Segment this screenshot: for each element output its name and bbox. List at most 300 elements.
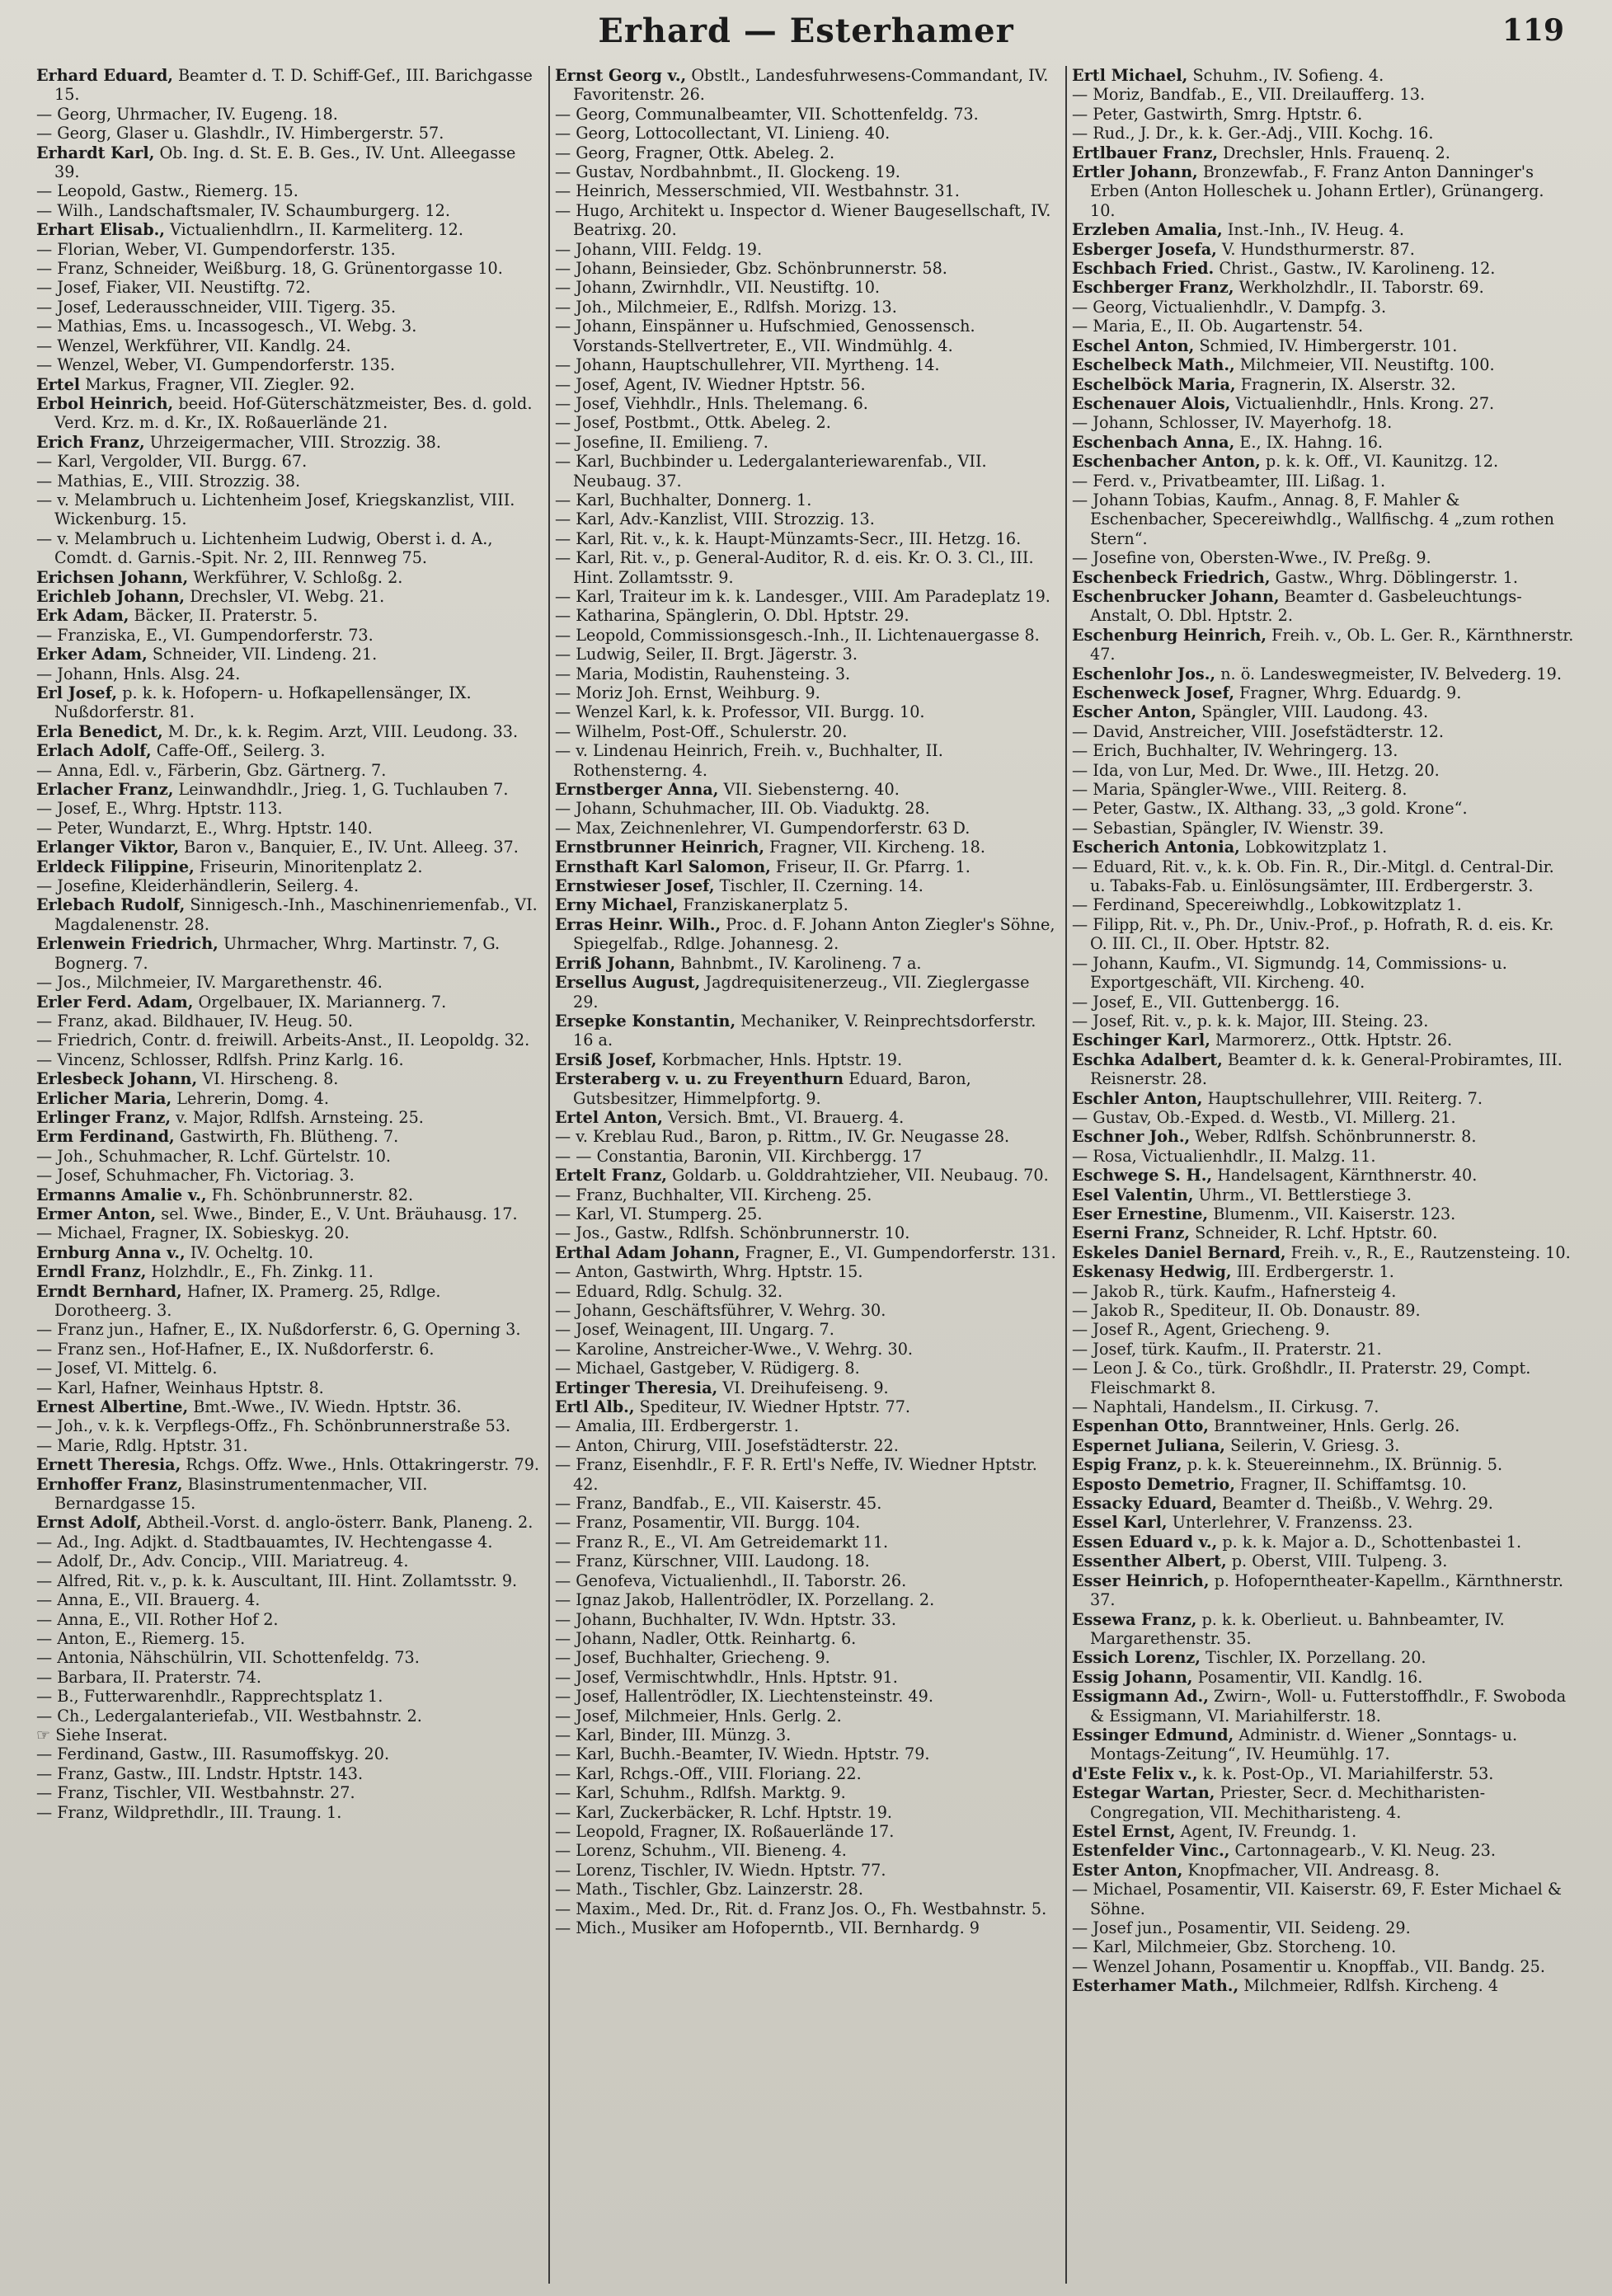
entry-details: — Florian, Weber, VI. Gumpendorferstr. 135. [36, 239, 396, 259]
entry-surname: Eschelböck Maria, [1072, 374, 1236, 394]
directory-entry [1072, 1397, 1574, 1416]
directory-entry [555, 1590, 1057, 1609]
entry-details: VI. Dreihufeiseng. 9. [717, 1378, 889, 1397]
directory-entry [36, 1687, 540, 1706]
directory-entry [36, 857, 540, 876]
entry-details: — Johann, Buchhalter, IV. Wdn. Hptstr. 33. [555, 1609, 896, 1629]
entry-details: — Wenzel Johann, Posamentir u. Knopffab., VII. Bandg. 25. [1072, 1956, 1545, 1976]
entry-details: Knopfmacher, VII. Andreasg. 8. [1182, 1860, 1440, 1880]
directory-entry [555, 105, 1057, 124]
entry-surname: Ertelt Franz, [555, 1166, 667, 1186]
entry-details: — Ignaz Jakob, Hallentrödler, IX. Porzellang. 2. [555, 1590, 935, 1610]
entry-details: — Anna, Edl. v., Färberin, Gbz. Gärtnerg. 7. [36, 760, 387, 780]
entry-surname: Ernstberger Anna, [555, 780, 719, 800]
directory-entry [555, 1822, 1057, 1841]
entry-surname: Essel Karl, [1072, 1513, 1168, 1533]
entry-surname: Eschenlohr Jos., [1072, 664, 1216, 683]
entry-details: Spediteur, IV. Wiedner Hptstr. 77. [634, 1397, 910, 1417]
entry-details: Lehrerin, Domg. 4. [172, 1088, 329, 1108]
entry-details: — Michael, Posamentir, VII. Kaiserstr. 69, F. Ester Michael & Söhne. [1072, 1880, 1562, 1918]
page-number: 119 [1502, 13, 1564, 48]
directory-entry [1072, 915, 1574, 954]
entry-details: — Johann, Schuhmacher, III. Ob. Viaduktg. 28. [555, 799, 930, 819]
entry-surname: Eschenauer Alois, [1072, 393, 1231, 413]
directory-entry [36, 1204, 540, 1223]
entry-surname: Eschenbach Anna, [1072, 432, 1235, 452]
entry-surname: Ertlbauer Franz, [1072, 143, 1219, 162]
entry-details: — Barbara, II. Praterstr. 74. [36, 1667, 261, 1687]
entry-details: — Naphtali, Handelsm., II. Cirkusg. 7. [1072, 1397, 1379, 1417]
entry-surname: Essigmann Ad., [1072, 1687, 1209, 1707]
directory-entry [1072, 761, 1574, 780]
entry-details: — Eduard, Rdlg. Schulg. 32. [555, 1281, 783, 1301]
directory-entry [555, 1186, 1057, 1204]
entry-surname: Ermanns Amalie v., [36, 1185, 207, 1204]
entry-details: — Eduard, Rit. v., k. k. Ob. Fin. R., Dir.-Mitgl. d. Central-Dir. u. Tabaks-Fab. u. Einlösungsämter, III. Erdbergerstr. 3. [1072, 857, 1554, 896]
directory-entry [36, 838, 540, 857]
directory-entry [1072, 1108, 1574, 1127]
directory-entry [36, 683, 540, 722]
entry-details: — Maxim., Med. Dr., Rit. d. Franz Jos. O., Fh. Westbahnstr. 5. [555, 1899, 1047, 1918]
entry-details: Milchmeier, VII. Neustiftg. 100. [1234, 355, 1495, 375]
entry-surname: Ernhoffer Franz, [36, 1474, 183, 1494]
entry-details: Posamentir, VII. Kandlg. 16. [1192, 1667, 1423, 1687]
directory-entry [36, 317, 540, 336]
directory-entry [555, 1397, 1057, 1416]
directory-entry [36, 124, 540, 143]
directory-entry [36, 1340, 540, 1359]
directory-entry [36, 1147, 540, 1166]
directory-entry [1072, 780, 1574, 799]
entry-details: Inst.-Inh., IV. Heug. 4. [1222, 220, 1404, 240]
entry-details: — Josef, Weinagent, III. Ungarg. 7. [555, 1320, 834, 1340]
directory-entry [555, 780, 1057, 799]
entry-details: Caffe-Off., Seilerg. 3. [151, 741, 326, 761]
directory-entry [1072, 568, 1574, 587]
directory-entry [555, 259, 1057, 278]
entry-details: Lobkowitzplatz 1. [1239, 838, 1388, 857]
entry-surname: d'Este Felix v., [1072, 1763, 1198, 1783]
directory-entry [555, 1764, 1057, 1783]
directory-entry [36, 761, 540, 780]
directory-entry [1072, 1416, 1574, 1435]
directory-entry [1072, 1687, 1574, 1726]
directory-entry [555, 201, 1057, 240]
entry-details: — Josef, Agent, IV. Wiedner Hptstr. 56. [555, 374, 866, 394]
directory-entry [555, 278, 1057, 297]
directory-entry [555, 1301, 1057, 1320]
entry-surname: Esel Valentin, [1072, 1185, 1194, 1204]
directory-entry [36, 1108, 540, 1127]
entry-details: — Karoline, Anstreicher-Wwe., V. Wehrg. 30. [555, 1339, 914, 1359]
directory-entry [1072, 1513, 1574, 1532]
entry-details: Bäcker, II. Praterstr. 5. [129, 606, 318, 626]
directory-entry [1072, 162, 1574, 220]
directory-entry [36, 1069, 540, 1088]
entry-details: — Josef, Buchhalter, Griecheng. 9. [555, 1648, 830, 1668]
directory-entry [1072, 413, 1574, 432]
directory-entry [1072, 1610, 1574, 1649]
directory-entry [1072, 587, 1574, 626]
entry-details: Sinnigesch.-Inh., Maschinenriemenfab., VI. Magdalenenstr. 28. [54, 895, 538, 934]
directory-entry [1072, 1012, 1574, 1031]
entry-details: Victualienhdlr., Hnls. Krong. 27. [1230, 393, 1495, 413]
entry-surname: Ernsthaft Karl Salomon, [555, 857, 771, 876]
entry-details: — Karl, Binder, III. Münzg. 3. [555, 1725, 792, 1744]
directory-entry [555, 664, 1057, 683]
entry-details: — v. Melambruch u. Lichtenheim Josef, Kriegskanzlist, VIII. Wickenburg. 15. [36, 490, 515, 529]
entry-details: — Maria, Modistin, Rauhensteing. 3. [555, 664, 851, 683]
directory-entry [36, 1571, 540, 1590]
directory-entry [555, 587, 1057, 606]
entry-details: Orgelbauer, IX. Mariannerg. 7. [193, 992, 447, 1012]
directory-entry [36, 819, 540, 838]
directory-entry [555, 1610, 1057, 1629]
entry-details: Hafner, IX. Pramerg. 25, Rdlge. Dorotheerg. 3. [54, 1281, 441, 1320]
column-left [31, 66, 548, 2284]
directory-entry [36, 336, 540, 355]
directory-entry [36, 1803, 540, 1822]
page-header [0, 0, 1612, 64]
entry-details: Proc. d. F. Johann Anton Ziegler's Söhne, Spiegelfab., Rdlge. Johannesg. 2. [573, 914, 1055, 954]
directory-entry [555, 1320, 1057, 1339]
entry-details: — Ferdinand, Specereiwhdlg., Lobkowitzplatz 1. [1072, 895, 1462, 915]
directory-entry [36, 433, 540, 452]
directory-entry [555, 1243, 1057, 1262]
entry-details: — Josef R., Agent, Griecheng. 9. [1072, 1320, 1331, 1340]
directory-entry [555, 317, 1057, 355]
directory-entry [36, 1031, 540, 1049]
directory-entry [1072, 1436, 1574, 1455]
directory-entry [1072, 1301, 1574, 1320]
entry-details: Mechaniker, V. Reinprechtsdorferstr. 16 a. [573, 1011, 1036, 1050]
directory-entry [1072, 259, 1574, 278]
entry-surname: Eserni Franz, [1072, 1223, 1191, 1243]
entry-surname: Eschenbeck Friedrich, [1072, 567, 1271, 587]
directory-entry [36, 1668, 540, 1687]
directory-entry [1072, 220, 1574, 239]
entry-details: Friseur, II. Gr. Pfarrg. 1. [770, 857, 970, 876]
entry-details: — Moriz, Bandfab., E., VII. Dreilaufferg. 13. [1072, 85, 1426, 105]
entry-surname: Ernstwieser Josef, [555, 876, 715, 896]
directory-entry [1072, 1262, 1574, 1281]
entry-surname: Ernst Adolf, [36, 1513, 142, 1533]
entry-details: Jagdrequisitenerzeug., VII. Zieglergasse 29. [573, 973, 1030, 1012]
entry-details: — Johann Tobias, Kaufm., Annag. 8, F. Mahler & Eschenbacher, Specereiwhdlg., Wallfischg. 4 „zum rothen Stern“. [1072, 490, 1554, 548]
entry-surname: Erras Heinr. Wilh., [555, 914, 721, 934]
entry-details: — Rud., J. Dr., k. k. Ger.-Adj., VIII. Kochg. 16. [1072, 124, 1434, 143]
directory-entry [1072, 1166, 1574, 1185]
directory-entry [555, 1918, 1057, 1937]
entry-details: Freih. v., R., E., Rautzensteing. 10. [1285, 1242, 1571, 1262]
directory-entry [1072, 278, 1574, 297]
entry-surname: Ertl Alb., [555, 1397, 635, 1417]
entry-details: Fragner, VII. Kircheng. 18. [764, 838, 985, 857]
entry-details: — Ferd. v., Privatbeamter, III. Lißag. 1. [1072, 471, 1386, 491]
directory-entry [555, 895, 1057, 914]
entry-surname: Erlach Adolf, [36, 741, 152, 761]
entry-details: Ob. Ing. d. St. E. B. Ges., IV. Unt. Alleegasse 39. [54, 143, 516, 182]
entry-details: — Genofeva, Victualienhdl., II. Taborstr. 26. [555, 1571, 907, 1590]
directory-entry [36, 1744, 540, 1763]
entry-details: beeid. Hof-Güterschätzmeister, Bes. d. gold. Verd. Krz. m. d. Kr., IX. Roßauerlände 21. [54, 393, 533, 433]
directory-entry [555, 1744, 1057, 1763]
column-right [1065, 66, 1582, 2284]
entry-details: — Georg, Fragner, Ottk. Abeleg. 2. [555, 143, 835, 162]
entry-details: Blasinstrumentenmacher, VII. Bernardgasse 15. [54, 1474, 428, 1514]
entry-details: — Ad., Ing. Adjkt. d. Stadtbauamtes, IV. Hechtengasse 4. [36, 1532, 493, 1552]
directory-entry [1072, 548, 1574, 567]
entry-details: Fragner, II. Schiffamtsg. 10. [1234, 1474, 1467, 1494]
entry-details: — — Constantia, Baronin, VII. Kirchbergg. 17 [555, 1146, 923, 1166]
directory-entry [1072, 741, 1574, 760]
entry-details: — Karl, Rit. v., p. General-Auditor, R. d. eis. Kr. O. 3. Cl., III. Hint. Zollamtsstr. 9. [555, 548, 1034, 587]
entry-surname: Essacky Eduard, [1072, 1494, 1218, 1514]
directory-entry [36, 1533, 540, 1552]
directory-entry [1072, 1726, 1574, 1764]
entry-surname: Ertinger Theresia, [555, 1378, 718, 1397]
directory-entry [1072, 799, 1574, 818]
entry-surname: Erlenwein Friedrich, [36, 934, 219, 954]
entry-surname: Eschinger Karl, [1072, 1031, 1210, 1050]
entry-surname: Essinger Edmund, [1072, 1725, 1234, 1744]
directory-entry [1072, 1861, 1574, 1880]
entry-details: Goldarb. u. Golddrahtzieher, VII. Neubaug. 70. [667, 1166, 1049, 1186]
directory-entry [36, 1166, 540, 1185]
directory-entry [555, 452, 1057, 491]
entry-details: Marmorerz., Ottk. Hptstr. 26. [1210, 1031, 1453, 1050]
entry-details: — Joh., Milchmeier, E., Rdlfsh. Morizg. 13. [555, 297, 897, 317]
directory-entry [555, 741, 1057, 780]
entry-details: VII. Siebensterng. 40. [718, 780, 900, 800]
directory-entry [1072, 1475, 1574, 1494]
directory-entry [1072, 66, 1574, 85]
directory-entry [1072, 1282, 1574, 1301]
directory-entry [36, 1610, 540, 1629]
directory-entry [1072, 954, 1574, 993]
directory-entry [36, 1590, 540, 1609]
running-head: Erhard — Esterhamer [598, 12, 1014, 50]
directory-entry [36, 1050, 540, 1069]
entry-details: Handelsagent, Kärnthnerstr. 40. [1212, 1166, 1478, 1186]
entry-surname: Eschberger Franz, [1072, 278, 1234, 298]
entry-details: — Josef, Rit. v., p. k. k. Major, III. Steing. 23. [1072, 1011, 1429, 1031]
entry-details: — Josef, E., Whrg. Hptstr. 113. [36, 799, 283, 819]
directory-entry [1072, 1494, 1574, 1513]
entry-details: Fh. Schönbrunnerstr. 82. [206, 1185, 414, 1204]
directory-entry [555, 876, 1057, 895]
directory-entry [1072, 1552, 1574, 1571]
directory-entry [1072, 1127, 1574, 1146]
entry-surname: Ersepke Konstantin, [555, 1011, 736, 1031]
entry-details: Beamter d. Theißb., V. Wehrg. 29. [1217, 1494, 1493, 1514]
entry-details: — Jakob R., türk. Kaufm., Hafnersteig 4. [1072, 1281, 1397, 1301]
entry-details: — Franz, Posamentir, VII. Burgg. 104. [555, 1513, 861, 1533]
directory-entry [555, 1069, 1057, 1108]
entry-surname: Erlesbeck Johann, [36, 1069, 198, 1089]
directory-entry [555, 1436, 1057, 1455]
entry-surname: Erk Adam, [36, 606, 129, 626]
directory-entry [1072, 1147, 1574, 1166]
entry-details: — Ludwig, Seiler, II. Brgt. Jägerstr. 3. [555, 645, 858, 664]
directory-entry [555, 702, 1057, 721]
directory-entry [36, 993, 540, 1012]
directory-entry [1072, 1359, 1574, 1397]
directory-entry [36, 1475, 540, 1514]
entry-surname: Ernstbrunner Heinrich, [555, 838, 765, 857]
directory-entry [36, 568, 540, 587]
entry-surname: Eschenbrucker Johann, [1072, 586, 1280, 606]
entry-details: — Lorenz, Schuhm., VII. Bieneng. 4. [555, 1841, 847, 1861]
entry-details: — Franz, Buchhalter, VII. Kircheng. 25. [555, 1185, 872, 1204]
directory-entry [36, 664, 540, 683]
entry-details: Christ., Gastw., IV. Karolineng. 12. [1214, 259, 1496, 279]
entry-details: Blumenm., VII. Kaiserstr. 123. [1208, 1204, 1456, 1223]
entry-surname: Erichleb Johann, [36, 586, 186, 606]
directory-entry [36, 1127, 540, 1146]
entry-details: — Wenzel Karl, k. k. Professor, VII. Burgg. 10. [555, 702, 925, 722]
entry-surname: Ermer Anton, [36, 1204, 157, 1223]
directory-entry [555, 1668, 1057, 1687]
entry-surname: Erthal Adam Johann, [555, 1242, 740, 1262]
directory-entry [36, 722, 540, 741]
entry-details: Beamter d. Gasbeleuchtungs-Anstalt, O. Dbl. Hptstr. 2. [1090, 586, 1522, 626]
entry-surname: Eschenweck Josef, [1072, 683, 1234, 702]
entry-details: — Karl, Zuckerbäcker, R. Lchf. Hptstr. 19. [555, 1802, 893, 1822]
directory-entry [36, 1397, 540, 1416]
directory-entry [36, 1552, 540, 1571]
directory-columns [31, 66, 1583, 2284]
directory-entry [1072, 394, 1574, 413]
entry-details: Tischler, II. Czerning. 14. [714, 876, 923, 896]
directory-entry [36, 355, 540, 374]
entry-details: — Johann, Hauptschullehrer, VII. Myrtheng. 14. [555, 355, 940, 375]
directory-entry [1072, 317, 1574, 336]
directory-entry [36, 1436, 540, 1455]
entry-details: Fragnerin, IX. Alserstr. 32. [1235, 374, 1456, 394]
entry-surname: Eskeles Daniel Bernard, [1072, 1242, 1286, 1262]
entry-details: Unterlehrer, V. Franzenss. 23. [1167, 1513, 1413, 1533]
entry-details: Branntweiner, Hnls. Gerlg. 26. [1208, 1416, 1460, 1436]
directory-entry [555, 1726, 1057, 1744]
entry-details: ☞ Siehe Inserat. [36, 1725, 168, 1744]
directory-entry [555, 181, 1057, 200]
directory-entry [555, 1340, 1057, 1359]
entry-details: — Johann, Hnls. Alsg. 24. [36, 664, 241, 683]
directory-entry [555, 973, 1057, 1012]
entry-details: — Peter, Gastwirth, Smrg. Hptstr. 6. [1072, 104, 1363, 124]
directory-entry [555, 298, 1057, 317]
directory-entry [555, 375, 1057, 394]
directory-entry [1072, 664, 1574, 683]
directory-entry [1072, 722, 1574, 741]
entry-details: p. Hofoperntheater-Kapellm., Kärnthnerstr. 37. [1090, 1571, 1563, 1610]
directory-entry [36, 1243, 540, 1262]
directory-entry [1072, 1918, 1574, 1937]
entry-surname: Ernett Theresia, [36, 1455, 181, 1475]
directory-entry [1072, 1937, 1574, 1956]
entry-details: v. Major, Rdlfsh. Arnsteing. 25. [171, 1107, 424, 1127]
entry-surname: Erzleben Amalia, [1072, 220, 1223, 240]
directory-entry [36, 529, 540, 568]
entry-surname: Erich Franz, [36, 432, 145, 452]
directory-entry [1072, 683, 1574, 702]
directory-entry [1072, 1783, 1574, 1822]
directory-entry [555, 1841, 1057, 1860]
directory-entry [555, 124, 1057, 143]
entry-details: Milchmeier, Rdlfsh. Kircheng. 4 [1238, 1976, 1499, 1996]
entry-details: — Josef, Schuhmacher, Fh. Victoriag. 3. [36, 1166, 355, 1186]
directory-entry [555, 240, 1057, 259]
entry-details: — Franz R., E., VI. Am Getreidemarkt 11. [555, 1532, 889, 1552]
entry-surname: Esposto Demetrio, [1072, 1474, 1235, 1494]
directory-entry [36, 259, 540, 278]
directory-entry [555, 683, 1057, 702]
directory-entry [36, 1089, 540, 1108]
directory-entry [36, 278, 540, 297]
entry-details: — Jakob R., Spediteur, II. Ob. Donaustr. 89. [1072, 1301, 1421, 1320]
directory-entry [1072, 1204, 1574, 1223]
directory-entry [555, 1166, 1057, 1185]
entry-details: — Johann, Nadler, Ottk. Reinhartg. 6. [555, 1628, 857, 1648]
directory-entry [1072, 1243, 1574, 1262]
entry-surname: Erlacher Franz, [36, 780, 174, 800]
entry-details: — Michael, Fragner, IX. Sobieskyg. 20. [36, 1223, 350, 1243]
entry-details: — Gustav, Ob.-Exped. d. Westb., VI. Millerg. 21. [1072, 1107, 1456, 1127]
entry-details: — Leon J. & Co., türk. Großhdlr., II. Praterstr. 29, Compt. Fleischmarkt 8. [1072, 1359, 1531, 1397]
entry-details: Korbmacher, Hnls. Hptstr. 19. [656, 1049, 903, 1069]
entry-details: — Karl, Buchbinder u. Ledergalanteriewarenfab., VII. Neubaug. 37. [555, 452, 987, 491]
entry-details: — Josef, Lederausschneider, VIII. Tigerg. 35. [36, 297, 397, 317]
directory-entry [555, 548, 1057, 587]
entry-details: — Ferdinand, Gastw., III. Rasumoffskyg. 20. [36, 1744, 390, 1764]
entry-surname: Ernst Georg v., [555, 66, 687, 85]
directory-entry [1072, 472, 1574, 491]
entry-details: Schmied, IV. Himbergerstr. 101. [1194, 336, 1458, 355]
entry-details: Drechsler, VI. Webg. 21. [185, 586, 385, 606]
entry-details: k. k. Post-Op., VI. Mariahilferstr. 53. [1197, 1763, 1494, 1783]
directory-entry [555, 491, 1057, 509]
entry-details: Uhrm., VI. Bettlerstiege 3. [1193, 1185, 1412, 1204]
entry-surname: Eschenburg Heinrich, [1072, 625, 1267, 645]
entry-details: — Mathias, Ems. u. Incassogesch., VI. Webg. 3. [36, 317, 417, 336]
directory-entry [1072, 1764, 1574, 1783]
entry-details: — Josefine von, Obersten-Wwe., IV. Preßg. 9. [1072, 548, 1431, 568]
directory-entry [555, 1687, 1057, 1706]
entry-surname: Essewa Franz, [1072, 1609, 1197, 1629]
entry-details: Hauptschullehrer, VIII. Reiterg. 7. [1202, 1088, 1483, 1108]
entry-details: — Karl, Schuhm., Rdlfsh. Marktg. 9. [555, 1783, 846, 1803]
entry-surname: Ersteraberg v. u. zu Freyenthurn [555, 1069, 844, 1089]
directory-entry [555, 722, 1057, 741]
entry-surname: Estenfelder Vinc., [1072, 1841, 1230, 1861]
entry-details: — Josef, türk. Kaufm., II. Praterstr. 21. [1072, 1339, 1382, 1359]
entry-details: — Anna, E., VII. Brauerg. 4. [36, 1590, 261, 1610]
entry-details: — Wenzel, Weber, VI. Gumpendorferstr. 135. [36, 355, 396, 375]
entry-details: — Josef, Fiaker, VII. Neustiftg. 72. [36, 278, 311, 298]
directory-entry [1072, 993, 1574, 1012]
entry-details: — Adolf, Dr., Adv. Concip., VIII. Mariatreug. 4. [36, 1552, 409, 1571]
entry-details: — Peter, Wundarzt, E., Whrg. Hptstr. 140. [36, 818, 373, 838]
directory-entry [1072, 1571, 1574, 1610]
directory-entry [555, 1861, 1057, 1880]
entry-details: — Josef, VI. Mittelg. 6. [36, 1359, 218, 1378]
directory-entry [1072, 1223, 1574, 1242]
entry-details: — v. Lindenau Heinrich, Freih. v., Buchhalter, II. Rothensterng. 4. [555, 741, 943, 780]
entry-details: — Johann, VIII. Feldg. 19. [555, 239, 763, 259]
directory-entry [1072, 857, 1574, 896]
directory-entry [36, 1320, 540, 1339]
